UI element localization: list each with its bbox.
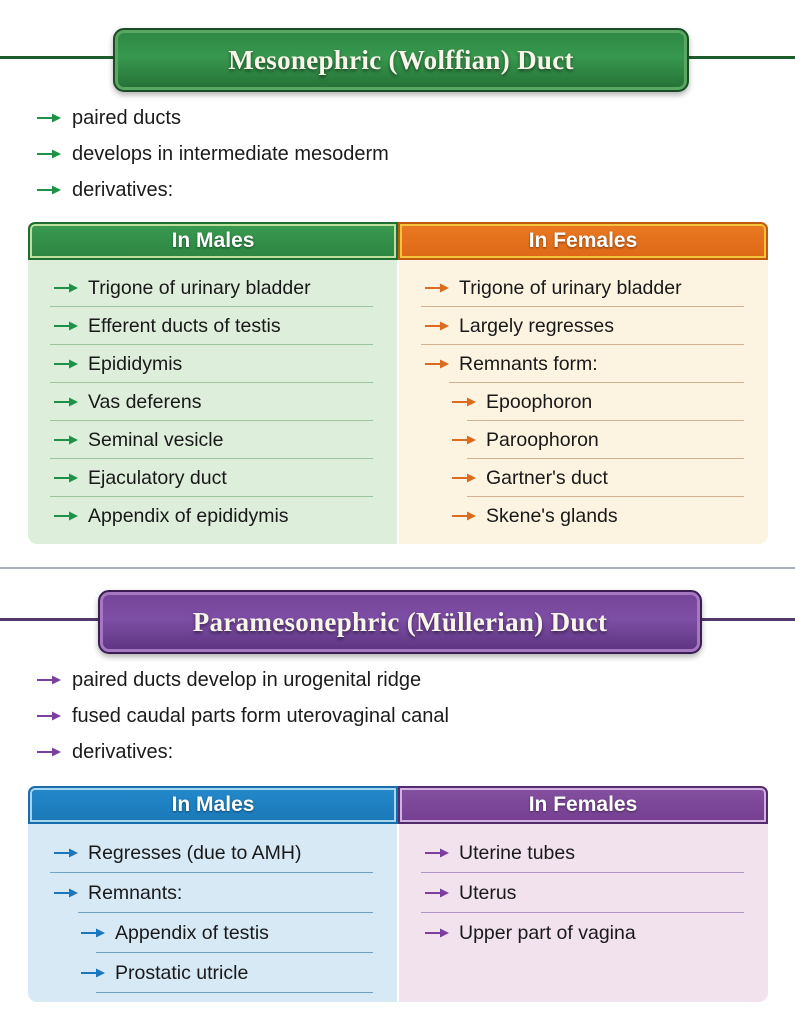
item-label: Regresses (due to AMH) [88, 841, 302, 864]
section2-banner [98, 590, 702, 654]
table-row [28, 497, 397, 535]
bullet-item [36, 136, 389, 172]
section1-title: Mesonephric (Wolffian) Duct [228, 44, 574, 75]
section2-title: Paramesonephric (Müllerian) Duct [192, 606, 608, 637]
item-label: Prostatic utricle [115, 961, 249, 984]
arrow-icon [424, 358, 450, 370]
item-label: Vas deferens [88, 390, 202, 413]
arrow-icon [53, 358, 79, 370]
arrow-icon [451, 434, 477, 446]
table-row [399, 307, 768, 345]
arrow-icon [36, 746, 62, 758]
arrow-icon [36, 112, 62, 124]
table-row [28, 269, 397, 307]
bullet-label: fused caudal parts form uterovaginal canal [72, 704, 449, 727]
item-label: Paroophoron [486, 428, 599, 451]
section1-table [28, 222, 768, 544]
item-label: Skene's glands [486, 504, 618, 527]
arrow-icon [53, 320, 79, 332]
bullet-label: derivatives: [72, 178, 174, 201]
row-separator [96, 992, 373, 993]
bullet-item [36, 662, 449, 698]
arrow-icon [424, 847, 450, 859]
arrow-icon [424, 282, 450, 294]
arrow-icon [36, 184, 62, 196]
item-label: Uterus [459, 881, 517, 904]
table-row [28, 421, 397, 459]
item-label: Epoophoron [486, 390, 593, 413]
bullet-item [36, 698, 449, 734]
bullet-label: paired ducts develop in urogenital ridge [72, 668, 422, 691]
arrow-icon [36, 148, 62, 160]
arrow-icon [451, 396, 477, 408]
males-column [28, 260, 399, 544]
arrow-icon [53, 510, 79, 522]
arrow-icon [451, 510, 477, 522]
item-label: Upper part of vagina [459, 921, 636, 944]
arrow-icon [53, 282, 79, 294]
females-header: In Females [398, 786, 768, 824]
females-column [399, 824, 768, 1002]
item-label: Efferent ducts of testis [88, 314, 281, 337]
table-row [399, 269, 768, 307]
arrow-icon [424, 320, 450, 332]
item-label: Remnants: [88, 881, 183, 904]
section1-bullets [36, 100, 389, 208]
section2-bullets [36, 662, 449, 770]
arrow-icon [53, 396, 79, 408]
table-subrow [28, 913, 397, 953]
item-label: Gartner's duct [486, 466, 608, 489]
arrow-icon [424, 927, 450, 939]
table-row [399, 345, 768, 383]
table-row [28, 873, 397, 913]
section2-table [28, 786, 768, 1002]
females-header: In Females [398, 222, 768, 260]
item-label: Uterine tubes [459, 841, 575, 864]
table-row [28, 345, 397, 383]
bullet-item [36, 172, 389, 208]
table-subrow [28, 953, 397, 993]
item-label: Appendix of epididymis [88, 504, 289, 527]
table-row [28, 833, 397, 873]
item-label: Remnants form: [459, 352, 598, 375]
bullet-item [36, 734, 449, 770]
bullet-label: paired ducts [72, 106, 181, 129]
arrow-icon [36, 674, 62, 686]
males-header: In Males [28, 222, 398, 260]
table-row [399, 873, 768, 913]
table-row [399, 913, 768, 953]
females-column [399, 260, 768, 544]
section2-table-body [28, 824, 768, 1002]
item-label: Largely regresses [459, 314, 614, 337]
males-column [28, 824, 399, 1002]
item-label: Epididymis [88, 352, 183, 375]
table-row [399, 833, 768, 873]
arrow-icon [53, 887, 79, 899]
section1-table-body [28, 260, 768, 544]
table-subrow [399, 497, 768, 535]
arrow-icon [53, 847, 79, 859]
section2-table-header [28, 786, 768, 824]
item-label: Seminal vesicle [88, 428, 224, 451]
table-subrow [399, 459, 768, 497]
arrow-icon [451, 472, 477, 484]
table-row [28, 459, 397, 497]
males-header: In Males [28, 786, 398, 824]
item-label: Appendix of testis [115, 921, 269, 944]
section1-banner [113, 28, 689, 92]
item-label: Trigone of urinary bladder [88, 276, 311, 299]
arrow-icon [53, 472, 79, 484]
section1-table-header [28, 222, 768, 260]
bullet-label: derivatives: [72, 740, 174, 763]
arrow-icon [36, 710, 62, 722]
arrow-icon [53, 434, 79, 446]
arrow-icon [424, 887, 450, 899]
table-row [28, 383, 397, 421]
table-row [28, 307, 397, 345]
bullet-item [36, 100, 389, 136]
bullet-label: develops in intermediate mesoderm [72, 142, 389, 165]
arrow-icon [80, 967, 106, 979]
table-subrow [399, 383, 768, 421]
arrow-icon [80, 927, 106, 939]
table-subrow [399, 421, 768, 459]
item-label: Ejaculatory duct [88, 466, 227, 489]
section-divider-line [0, 567, 795, 569]
item-label: Trigone of urinary bladder [459, 276, 682, 299]
